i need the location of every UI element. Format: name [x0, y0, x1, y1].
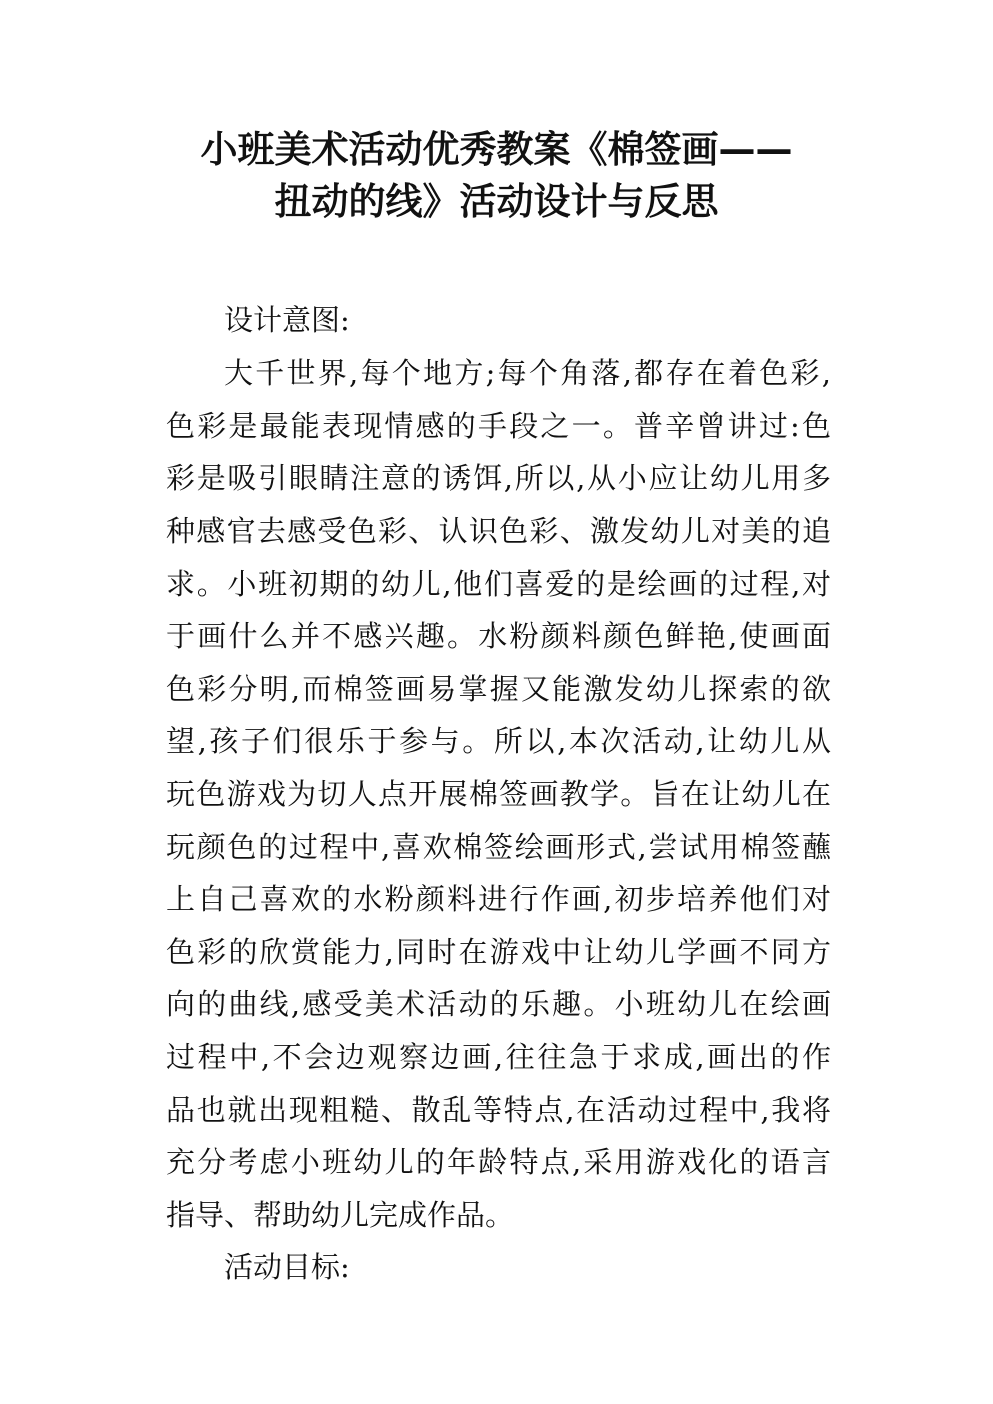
paragraph-line: 望,孩子们很乐于参与。所以,本次活动,让幼儿从	[166, 724, 831, 758]
paragraph-line: 色彩是最能表现情感的手段之一。普辛曾讲过:色	[166, 409, 831, 443]
paragraph-line: 玩颜色的过程中,喜欢棉签绘画形式,尝试用棉签蘸	[166, 830, 831, 864]
section-heading-design-intent: 设计意图:	[224, 303, 350, 337]
paragraph-line: 上自己喜欢的水粉颜料进行作画,初步培养他们对	[166, 882, 831, 916]
paragraph-line: 玩色游戏为切人点开展棉签画教学。旨在让幼儿在	[166, 777, 831, 811]
paragraph-line: 色彩的欣赏能力,同时在游戏中让幼儿学画不同方	[166, 935, 831, 969]
paragraph-line: 品也就出现粗糙、散乱等特点,在活动过程中,我将	[166, 1093, 831, 1127]
paragraph-line: 过程中,不会边观察边画,往往急于求成,画出的作	[166, 1040, 831, 1074]
paragraph-line: 种感官去感受色彩、认识色彩、激发幼儿对美的追	[166, 514, 831, 548]
paragraph-line: 大千世界,每个地方;每个角落,都存在着色彩,	[224, 356, 831, 390]
paragraph-line: 求。小班初期的幼儿,他们喜爱的是绘画的过程,对	[166, 567, 831, 601]
document-title-line-2: 扭动的线》活动设计与反思	[274, 180, 719, 223]
paragraph-line: 充分考虑小班幼儿的年龄特点,采用游戏化的语言	[166, 1145, 831, 1179]
paragraph-line: 色彩分明,而棉签画易掌握又能激发幼儿探索的欲	[166, 672, 831, 706]
paragraph-line: 指导、帮助幼儿完成作品。	[166, 1198, 515, 1232]
document-title-line-1: 小班美术活动优秀教案《棉签画——	[200, 128, 793, 171]
paragraph-line: 向的曲线,感受美术活动的乐趣。小班幼儿在绘画	[166, 987, 831, 1021]
paragraph-line: 彩是吸引眼睛注意的诱饵,所以,从小应让幼儿用多	[166, 461, 831, 495]
section-heading-activity-goals: 活动目标:	[224, 1250, 350, 1284]
paragraph-line: 于画什么并不感兴趣。水粉颜料颜色鲜艳,使画面	[166, 619, 831, 653]
